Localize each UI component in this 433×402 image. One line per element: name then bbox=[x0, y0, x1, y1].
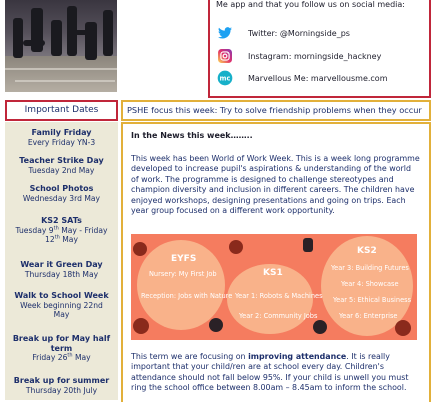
event-title: Teacher Strike Day bbox=[19, 156, 104, 165]
gear-icon bbox=[395, 320, 411, 336]
photo-floor-line bbox=[5, 68, 117, 70]
ks2-item: Year 6: Enterprise bbox=[339, 312, 398, 320]
event-item bbox=[5, 156, 118, 175]
event-title: Break up for May half term bbox=[12, 334, 111, 353]
news-heading: In the News this week…….. bbox=[131, 131, 253, 140]
event-title: School Photos bbox=[29, 184, 94, 193]
event-title: KS2 SATs bbox=[41, 216, 82, 225]
ks1-heading: KS1 bbox=[263, 268, 283, 278]
event-title: Family Friday bbox=[31, 128, 92, 137]
event-date: Wednesday 3rd May bbox=[22, 193, 101, 203]
photo-figure bbox=[85, 22, 97, 60]
photo-arm bbox=[23, 40, 45, 46]
svg-text:mc: mc bbox=[219, 74, 231, 83]
pshe-focus-banner bbox=[121, 100, 431, 121]
event-item bbox=[5, 128, 118, 147]
ks1-item: Year 1: Robots & Machines bbox=[235, 292, 323, 300]
photo-arm bbox=[75, 30, 95, 35]
pshe-focus-text: PSHE focus this week: Try to solve friendship problems when they occur bbox=[127, 105, 422, 115]
important-dates-title: Important Dates bbox=[5, 100, 118, 121]
twitter-row[interactable] bbox=[216, 24, 350, 42]
event-date: Tuesday 2nd May bbox=[28, 165, 95, 175]
event-date: Thursday 20th July bbox=[25, 385, 98, 395]
event-item bbox=[5, 184, 118, 203]
event-item bbox=[5, 260, 118, 279]
news-panel bbox=[121, 122, 431, 402]
social-media-box bbox=[208, 0, 431, 98]
ks1-item: Year 2: Community Jobs bbox=[239, 312, 318, 320]
gear-icon bbox=[133, 242, 147, 256]
eyfs-heading: EYFS bbox=[171, 254, 197, 264]
class-photo bbox=[5, 0, 117, 92]
event-date: Week beginning 22nd May bbox=[20, 300, 103, 319]
instagram-icon bbox=[216, 47, 234, 65]
news-paragraph: This week has been World of Work Week. This is a week long programme developed to increase pupil's aspirations & understanding of the world of work. The programme is designed to challenge stereotypes and champion diversity and inclusion in different careers. The children have enjoyed workshops, designing presentations and going on trips. Each year group focused on a different work opportunity. bbox=[131, 154, 420, 216]
eyfs-item: Nursery: My First Job bbox=[149, 270, 217, 278]
ks2-heading: KS2 bbox=[357, 246, 377, 256]
attendance-emphasis: improving attendance bbox=[248, 352, 347, 361]
event-item bbox=[5, 376, 118, 395]
robot-icon bbox=[303, 238, 313, 252]
event-title: Break up for summer bbox=[13, 376, 110, 385]
gear-icon bbox=[209, 318, 223, 332]
event-date: Thursday 18th May bbox=[24, 269, 99, 279]
ks2-item: Year 3: Building Futures bbox=[331, 264, 409, 272]
instagram-row[interactable] bbox=[216, 47, 381, 65]
photo-figure bbox=[13, 18, 23, 58]
marvellous-me-link: Marvellous Me: marvellousme.com bbox=[248, 73, 388, 83]
photo-figure bbox=[51, 20, 62, 56]
gear-icon bbox=[133, 318, 149, 334]
event-item bbox=[5, 216, 118, 245]
event-item bbox=[5, 334, 118, 363]
twitter-handle: Twitter: @Morningside_ps bbox=[248, 28, 350, 38]
eyfs-item: Reception: Jobs with Nature bbox=[141, 292, 233, 300]
ks2-item: Year 4: Showcase bbox=[341, 280, 399, 288]
event-date: Friday 26th May bbox=[32, 352, 91, 362]
event-item bbox=[5, 291, 118, 320]
marvellous-me-icon bbox=[216, 69, 234, 87]
event-date: Every Friday YN-3 bbox=[27, 137, 96, 147]
photo-figure bbox=[103, 10, 113, 56]
photo-floor-line bbox=[15, 80, 115, 82]
ks2-item: Year 5: Ethical Business bbox=[333, 296, 412, 304]
gear-icon bbox=[313, 320, 327, 334]
photo-floor bbox=[5, 56, 117, 92]
instagram-handle: Instagram: morningside_hackney bbox=[248, 51, 382, 61]
important-dates-panel bbox=[5, 122, 118, 400]
twitter-icon bbox=[216, 24, 234, 42]
event-date: Tuesday 9th May - Friday 12th May bbox=[15, 224, 108, 244]
gear-icon bbox=[229, 240, 243, 254]
marvellous-me-row[interactable] bbox=[216, 69, 388, 87]
world-of-work-graphic bbox=[131, 234, 417, 340]
attendance-paragraph: This term we are focusing on improving attendance. It is really important that your child/ren are at school every day. Children's attendance should not fall below 95%. If your child is unwell you must ring the school office between 8.00am – 8.45am to inform the school. bbox=[131, 352, 409, 393]
event-title: Wear it Green Day bbox=[20, 260, 103, 269]
event-title: Walk to School Week bbox=[14, 291, 109, 300]
social-intro: Me app and that you follow us on social media: bbox=[216, 0, 405, 9]
